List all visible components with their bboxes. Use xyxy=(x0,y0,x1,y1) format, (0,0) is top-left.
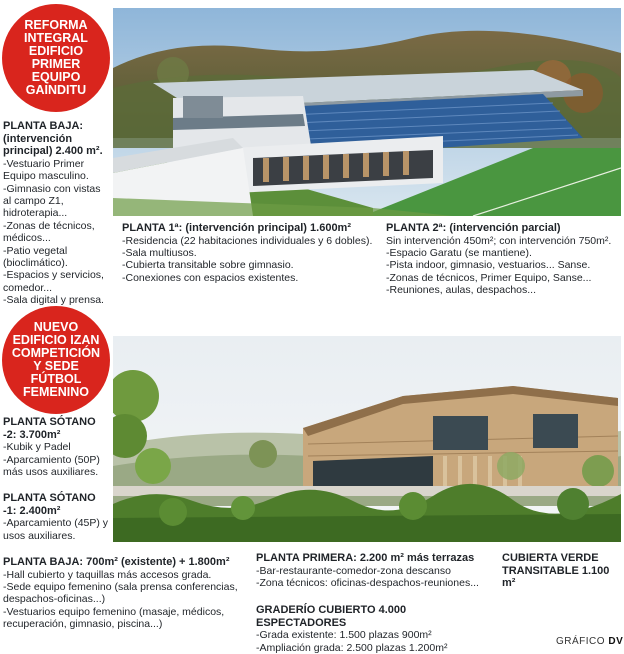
planta-baja-nuevo-item: -Hall cubierto y taquillas más accesos grada. xyxy=(3,568,212,581)
planta-baja-reforma-item: -Espacios y servicios, comedor... xyxy=(3,269,107,294)
badge-reforma-text: REFORMA INTEGRAL EDIFICIO PRIMER EQUIPO GAINDITU xyxy=(24,18,88,97)
sotano-1-heading: PLANTA SÓTANO -1: 2.400m² xyxy=(3,492,96,517)
planta-2-item: -Espacio Garatu (se mantiene). xyxy=(386,247,532,259)
planta-2-item: Sin intervención 450m²; con intervención 750m². xyxy=(386,234,612,247)
planta-baja-reforma-item: -Zonas de técnicos, médicos... xyxy=(3,219,98,245)
planta-primera-item: -Zona técnicos: oficinas-despachos-reuniones... xyxy=(256,577,479,589)
planta-1-item: -Conexiones con espacios existentes. xyxy=(122,271,299,284)
badge-nuevo-edificio-text: NUEVO EDIFICIO IZAN COMPETICIÓN Y SEDE FÚTBOL FEMENINO xyxy=(11,320,101,399)
cubierta-verde-heading: CUBIERTA VERDE TRANSITABLE 1.100 m² xyxy=(502,552,610,590)
badge-reforma xyxy=(2,4,110,112)
sotano-1 xyxy=(3,492,111,542)
planta-baja-nuevo-item: -Sede equipo femenino (sala prensa conferencias, despachos-oficinas...) xyxy=(3,581,241,606)
sotano-2-heading: PLANTA SÓTANO -2: 3.700m² xyxy=(3,416,96,441)
graderio-item: -Grada existente: 1.500 plazas 900m² xyxy=(256,629,432,642)
planta-1-heading: PLANTA 1ª: (intervención principal) 1.600m² xyxy=(122,222,352,234)
planta-1-reforma xyxy=(122,222,380,284)
sotano-1-item: -Aparcamiento (45P) y usos auxiliares. xyxy=(3,517,111,542)
graphic-credit xyxy=(556,636,623,647)
planta-primera-nuevo xyxy=(256,552,496,589)
planta-baja-reforma-item: -Gimnasio con vistas al campo Z1, hidroterapia... xyxy=(3,182,104,220)
planta-1-item: -Residencia (22 habitaciones individuales y 6 dobles). xyxy=(122,234,373,247)
planta-baja-reforma-item: -Vestuario Primer Equipo masculino. xyxy=(3,157,89,183)
graderio xyxy=(256,604,496,654)
new-building-render xyxy=(113,336,621,542)
planta-baja-reforma-item: -Sala digital y prensa. xyxy=(3,294,104,307)
planta-1-item: -Sala multiusos. xyxy=(122,247,197,259)
planta-primera-heading: PLANTA PRIMERA: 2.200 m² más terrazas xyxy=(256,552,475,564)
cubierta-verde xyxy=(502,552,622,590)
planta-2-reforma xyxy=(386,222,622,297)
credit-brand: DV xyxy=(608,636,624,647)
planta-primera-item: -Bar-restaurante-comedor-zona descanso xyxy=(256,564,451,577)
planta-baja-reforma xyxy=(3,120,111,307)
planta-2-item: -Pista indoor, gimnasio, vestuarios... Sanse. xyxy=(386,259,591,272)
sotano-2-item: -Kubik y Padel xyxy=(3,441,71,454)
planta-2-item: -Zonas de técnicos, Primer Equipo, Sanse... xyxy=(386,271,592,284)
new-building-illustration xyxy=(113,336,621,542)
badge-nuevo-edificio xyxy=(2,306,110,414)
planta-baja-nuevo xyxy=(3,556,239,631)
stadium-illustration xyxy=(113,8,621,216)
planta-baja-reforma-heading: PLANTA BAJA: (intervención principal) 2.400 m². xyxy=(3,120,103,158)
planta-2-item: -Reuniones, aulas, despachos... xyxy=(386,284,537,297)
credit-prefix: GRÁFICO xyxy=(556,636,606,647)
planta-2-heading: PLANTA 2ª: (intervención parcial) xyxy=(386,222,561,234)
planta-baja-nuevo-heading: PLANTA BAJA: 700m² (existente) + 1.800m² xyxy=(3,556,230,568)
graderio-item: -Ampliación grada: 2.500 plazas 1.200m² xyxy=(256,641,448,654)
planta-1-item: -Cubierta transitable sobre gimnasio. xyxy=(122,259,294,272)
planta-baja-reforma-item: -Patio vegetal (bioclimático). xyxy=(3,244,71,270)
stadium-render xyxy=(113,8,621,216)
graderio-heading: GRADERÍO CUBIERTO 4.000 ESPECTADORES xyxy=(256,604,407,629)
sotano-2-item: -Aparcamiento (50P) más usos auxiliares. xyxy=(3,453,103,478)
sotano-2 xyxy=(3,416,111,478)
planta-baja-nuevo-item: -Vestuarios equipo femenino (masaje, médicos, recuperación, gimnasio, piscina...) xyxy=(3,605,228,631)
